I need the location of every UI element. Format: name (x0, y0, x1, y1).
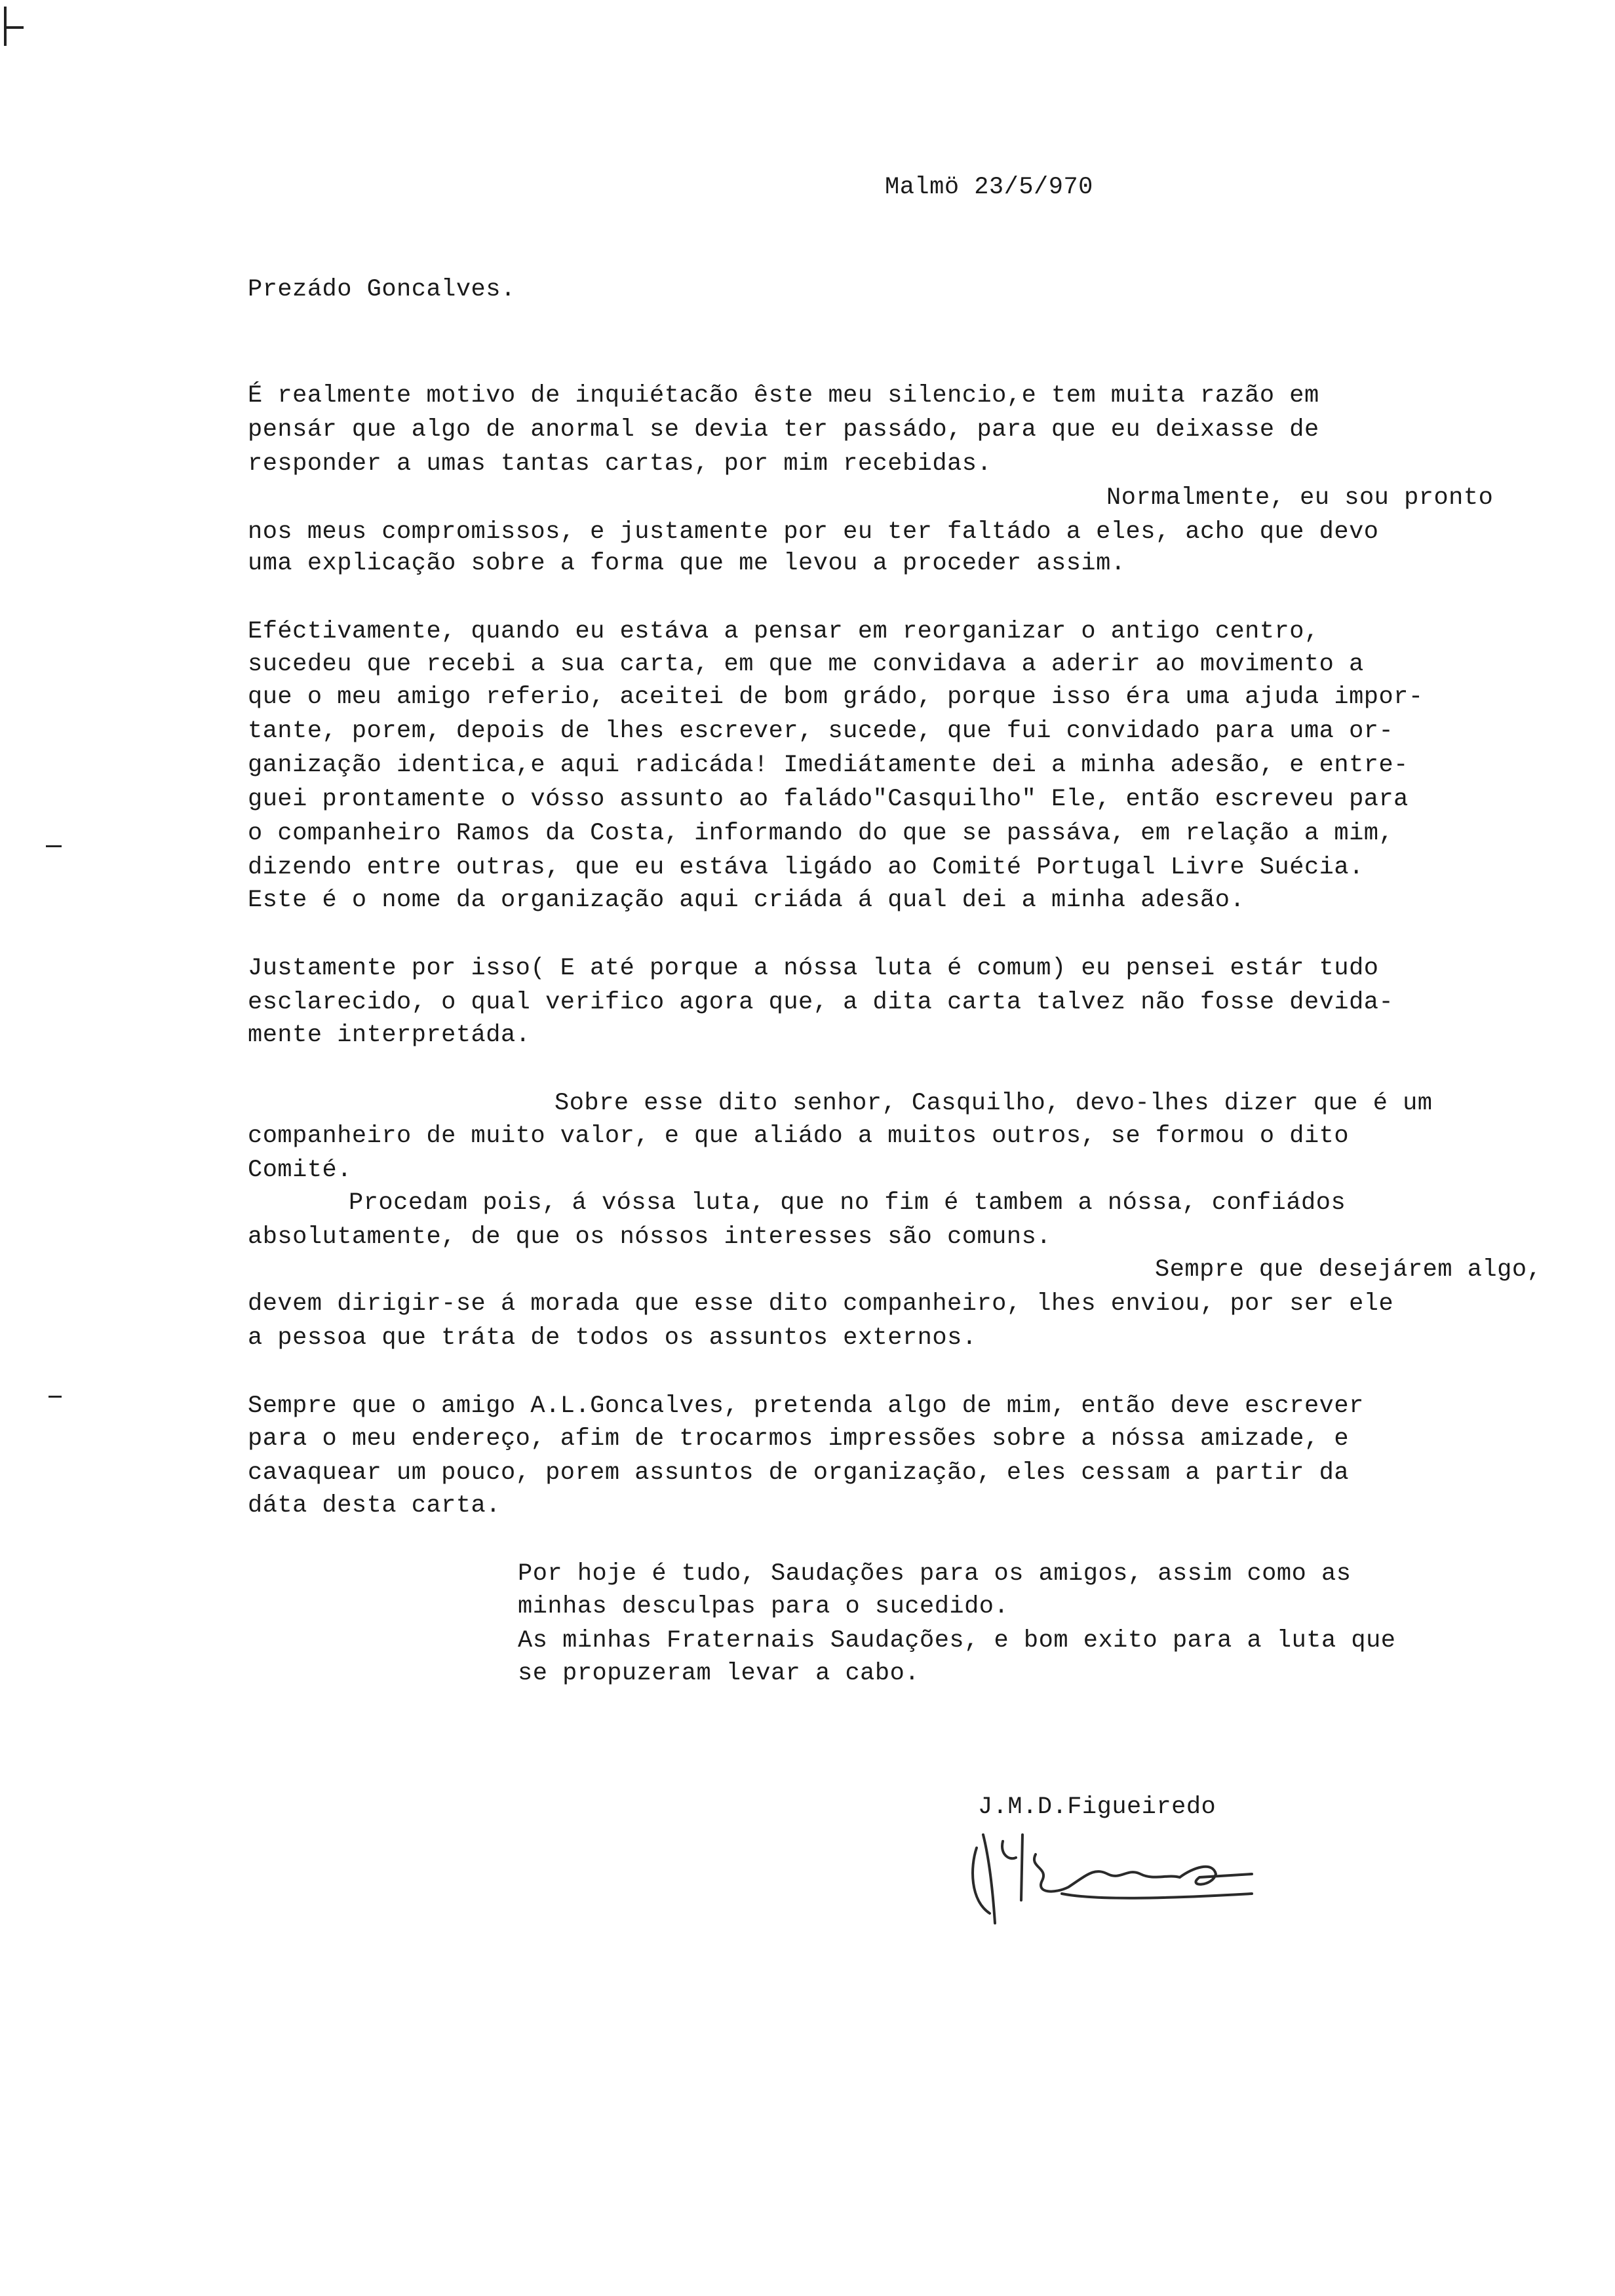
body-line: que o meu amigo referio, aceitei de bom grádo, porque isso éra uma ajuda impor- (248, 683, 1424, 711)
body-line: Sempre que desejárem algo, (1155, 1256, 1542, 1284)
body-line: cavaquear um pouco, porem assuntos de organização, eles cessam a partir da (248, 1459, 1350, 1487)
margin-mark (49, 1396, 62, 1398)
body-line: É realmente motivo de inquiétacão êste meu silencio,e tem muita razão em (248, 382, 1319, 410)
body-line: ganização identica,e aqui radicáda! Imediátamente dei a minha adesão, e entre- (248, 752, 1409, 779)
body-line: Este é o nome da organização aqui criáda á qual dei a minha adesão. (248, 887, 1245, 914)
body-line: responder a umas tantas cartas, por mim recebidas. (248, 450, 992, 478)
closing-line: minhas desculpas para o sucedido. (518, 1593, 1009, 1620)
closing-line: se propuzeram levar a cabo. (518, 1660, 920, 1687)
body-line: tante, porem, depois de lhes escrever, sucede, que fui convidado para uma or- (248, 718, 1394, 745)
body-line: uma explicação sobre a forma que me levou a proceder assim. (248, 550, 1126, 577)
body-line: dáta desta carta. (248, 1492, 501, 1520)
body-line: Normalmente, eu sou pronto (1106, 484, 1494, 512)
punch-mark (4, 26, 24, 29)
body-line: mente interpretáda. (248, 1022, 531, 1049)
body-line: Justamente por isso( E até porque a nóssa luta é comum) eu pensei estár tudo (248, 955, 1379, 982)
body-line: pensár que algo de anormal se devia ter passádo, para que eu deixasse de (248, 416, 1319, 444)
body-line: devem dirigir-se á morada que esse dito companheiro, lhes enviou, por ser ele (248, 1290, 1394, 1318)
margin-mark (46, 845, 62, 847)
body-line: dizendo entre outras, que eu estáva ligádo ao Comité Portugal Livre Suécia. (248, 854, 1364, 881)
closing-line: As minhas Fraternais Saudações, e bom exito para a luta que (518, 1627, 1396, 1655)
body-line: nos meus compromissos, e justamente por eu ter faltádo a eles, acho que devo (248, 518, 1379, 546)
body-line: Sobre esse dito senhor, Casquilho, devo-lhes dizer que é um (555, 1090, 1433, 1117)
body-line: Sempre que o amigo A.L.Goncalves, pretenda algo de mim, então deve escrever (248, 1392, 1364, 1420)
handwritten-signature (963, 1822, 1265, 1926)
salutation: Prezádo Goncalves. (248, 276, 516, 303)
letter-date: Malmö 23/5/970 (885, 174, 1093, 201)
body-line: Comité. (248, 1157, 352, 1184)
body-line: para o meu endereço, afim de trocarmos impressões sobre a nóssa amizade, e (248, 1425, 1350, 1453)
signatory-name: J.M.D.Figueiredo (978, 1793, 1216, 1821)
body-line: o companheiro Ramos da Costa, informando do que se passáva, em relação a mim, (248, 820, 1394, 847)
body-line: sucedeu que recebi a sua carta, em que me convidava a aderir ao movimento a (248, 651, 1364, 678)
body-line: companheiro de muito valor, e que aliádo a muitos outros, se formou o dito (248, 1122, 1350, 1150)
body-line: Procedam pois, á vóssa luta, que no fim é tambem a nóssa, confiádos (349, 1189, 1346, 1217)
body-line: absolutamente, de que os nóssos interesses são comuns. (248, 1223, 1051, 1251)
body-line: Eféctivamente, quando eu estáva a pensar em reorganizar o antigo centro, (248, 618, 1319, 645)
body-line: a pessoa que tráta de todos os assuntos externos. (248, 1324, 977, 1352)
closing-line: Por hoje é tudo, Saudações para os amigos, assim como as (518, 1560, 1352, 1588)
body-line: guei prontamente o vósso assunto ao faládo"Casquilho" Ele, então escreveu para (248, 786, 1409, 813)
body-line: esclarecido, o qual verifico agora que, a dita carta talvez não fosse devida- (248, 989, 1394, 1016)
